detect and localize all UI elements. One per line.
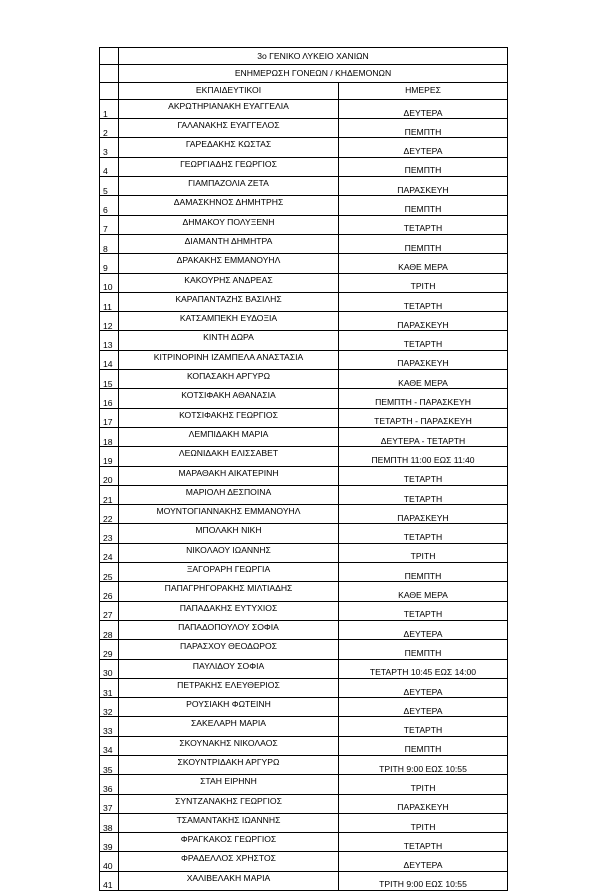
teacher-name: ΚΟΤΣΙΦΑΚΗ ΑΘΑΝΑΣΙΑ — [119, 389, 339, 408]
table-row — [100, 99, 508, 118]
meeting-day: ΔΕΥΤΕΡΑ - ΤΕΤΑΡΤΗ — [339, 427, 508, 446]
meeting-day: ΤΡΙΤΗ — [339, 273, 508, 292]
teacher-name: ΛΕΜΠΙΔΑΚΗ ΜΑΡΙΑ — [119, 427, 339, 446]
teacher-name: ΜΑΡΑΘΑΚΗ ΑΙΚΑΤΕΡΙΝΗ — [119, 466, 339, 485]
table-row — [100, 119, 508, 138]
table-row — [100, 350, 508, 369]
meeting-day: ΚΑΘΕ ΜΕΡΑ — [339, 582, 508, 601]
row-number: 31 — [100, 678, 119, 697]
row-number: 8 — [100, 234, 119, 253]
table-row — [100, 215, 508, 234]
table-row — [100, 312, 508, 331]
table-row — [100, 177, 508, 196]
table-row — [100, 640, 508, 659]
schedule-table — [99, 47, 508, 891]
row-number: 24 — [100, 543, 119, 562]
table-row — [100, 794, 508, 813]
row-number: 27 — [100, 601, 119, 620]
meeting-day: ΔΕΥΤΕΡΑ — [339, 99, 508, 118]
meeting-day: ΤΕΤΑΡΤΗ — [339, 524, 508, 543]
teacher-name: ΞΑΓΟΡΑΡΗ ΓΕΩΡΓΙΑ — [119, 563, 339, 582]
table-row — [100, 678, 508, 697]
teacher-name: ΣΤΑΗ ΕΙΡΗΝΗ — [119, 775, 339, 794]
column-header-days: ΗΜΕΡΕΣ — [339, 82, 508, 99]
teacher-name: ΚΑΚΟΥΡΗΣ ΑΝΔΡΕΑΣ — [119, 273, 339, 292]
meeting-day: ΠΕΜΠΤΗ - ΠΑΡΑΣΚΕΥΗ — [339, 389, 508, 408]
meeting-day: ΠΕΜΠΤΗ 11:00 ΕΩΣ 11:40 — [339, 447, 508, 466]
meeting-day: ΤΡΙΤΗ — [339, 543, 508, 562]
row-number: 7 — [100, 215, 119, 234]
header-row — [100, 82, 508, 99]
meeting-day: ΠΕΜΠΤΗ — [339, 736, 508, 755]
row-number: 25 — [100, 563, 119, 582]
table-row — [100, 833, 508, 852]
meeting-day: ΠΑΡΑΣΚΕΥΗ — [339, 177, 508, 196]
meeting-day: ΤΡΙΤΗ — [339, 813, 508, 832]
teacher-name: ΠΑΠΑΓΡΗΓΟΡΑΚΗΣ ΜΙΛΤΙΑΔΗΣ — [119, 582, 339, 601]
teacher-name: ΜΠΟΛΑΚΗ ΝΙΚΗ — [119, 524, 339, 543]
teacher-name: ΣΚΟΥΝΤΡΙΔΑΚΗ ΑΡΓΥΡΩ — [119, 755, 339, 774]
teacher-name: ΠΑΠΑΔΟΠΟΥΛΟΥ ΣΟΦΙΑ — [119, 620, 339, 639]
row-number: 40 — [100, 852, 119, 871]
row-number: 16 — [100, 389, 119, 408]
table-row — [100, 292, 508, 311]
table-row — [100, 852, 508, 871]
row-number: 30 — [100, 659, 119, 678]
teacher-name: ΣΚΟΥΝΑΚΗΣ ΝΙΚΟΛΑΟΣ — [119, 736, 339, 755]
row-number: 10 — [100, 273, 119, 292]
row-number: 6 — [100, 196, 119, 215]
title-row-number-cell — [100, 48, 119, 65]
meeting-day: ΔΕΥΤΕΡΑ — [339, 698, 508, 717]
row-number: 39 — [100, 833, 119, 852]
teacher-name: ΠΑΥΛΙΔΟΥ ΣΟΦΙΑ — [119, 659, 339, 678]
table-row — [100, 273, 508, 292]
row-number: 41 — [100, 871, 119, 890]
row-number: 9 — [100, 254, 119, 273]
teacher-name: ΚΙΤΡΙΝΟΡΙΝΗ ΙΖΑΜΠΕΛΑ ΑΝΑΣΤΑΣΙΑ — [119, 350, 339, 369]
row-number: 1 — [100, 99, 119, 118]
row-number: 28 — [100, 620, 119, 639]
teacher-name: ΔΑΜΑΣΚΗΝΟΣ ΔΗΜΗΤΡΗΣ — [119, 196, 339, 215]
row-number: 36 — [100, 775, 119, 794]
meeting-day: ΔΕΥΤΕΡΑ — [339, 138, 508, 157]
header-row-number-cell — [100, 82, 119, 99]
teacher-name: ΓΑΛΑΝΑΚΗΣ ΕΥΑΓΓΕΛΟΣ — [119, 119, 339, 138]
school-title: 3ο ΓΕΝΙΚΟ ΛΥΚΕΙΟ ΧΑΝΙΩΝ — [119, 48, 508, 65]
table-row — [100, 389, 508, 408]
table-row — [100, 871, 508, 890]
meeting-day: ΠΑΡΑΣΚΕΥΗ — [339, 312, 508, 331]
teacher-name: ΡΟΥΣΙΑΚΗ ΦΩΤΕΙΝΗ — [119, 698, 339, 717]
teacher-name: ΛΕΩΝΙΔΑΚΗ ΕΛΙΣΣΑΒΕΤ — [119, 447, 339, 466]
meeting-day: ΤΕΤΑΡΤΗ 10:45 ΕΩΣ 14:00 — [339, 659, 508, 678]
table-row — [100, 717, 508, 736]
teacher-name: ΝΙΚΟΛΑΟΥ ΙΩΑΝΝΗΣ — [119, 543, 339, 562]
row-number: 2 — [100, 119, 119, 138]
table-row — [100, 447, 508, 466]
row-number: 3 — [100, 138, 119, 157]
row-number: 23 — [100, 524, 119, 543]
document-subtitle: ΕΝΗΜΕΡΩΣΗ ΓΟΝΕΩΝ / ΚΗΔΕΜΟΝΩΝ — [119, 65, 508, 82]
meeting-day: ΤΕΤΑΡΤΗ — [339, 466, 508, 485]
teacher-name: ΜΟΥΝΤΟΓΙΑΝΝΑΚΗΣ ΕΜΜΑΝΟΥΗΛ — [119, 505, 339, 524]
teacher-name: ΑΚΡΩΤΗΡΙΑΝΑΚΗ ΕΥΑΓΓΕΛΙΑ — [119, 99, 339, 118]
row-number: 20 — [100, 466, 119, 485]
row-number: 4 — [100, 157, 119, 176]
teacher-name: ΓΑΡΕΔΑΚΗΣ ΚΩΣΤΑΣ — [119, 138, 339, 157]
table-row — [100, 466, 508, 485]
teacher-name: ΔΗΜΑΚΟΥ ΠΟΛΥΞΕΝΗ — [119, 215, 339, 234]
meeting-day: ΔΕΥΤΕΡΑ — [339, 678, 508, 697]
teacher-name: ΣΑΚΕΛΑΡΗ ΜΑΡΙΑ — [119, 717, 339, 736]
row-number: 21 — [100, 485, 119, 504]
teacher-name: ΣΥΝΤΖΑΝΑΚΗΣ ΓΕΩΡΓΙΟΣ — [119, 794, 339, 813]
meeting-day: ΠΕΜΠΤΗ — [339, 563, 508, 582]
table-row — [100, 582, 508, 601]
meeting-day: ΤΕΤΑΡΤΗ — [339, 833, 508, 852]
table-row — [100, 196, 508, 215]
table-row — [100, 524, 508, 543]
subtitle-row — [100, 65, 508, 82]
table-row — [100, 620, 508, 639]
teacher-name: ΜΑΡΙΟΛΗ ΔΕΣΠΟΙΝΑ — [119, 485, 339, 504]
teacher-name: ΠΑΡΑΣΧΟΥ ΘΕΟΔΩΡΟΣ — [119, 640, 339, 659]
table-row — [100, 505, 508, 524]
table-row — [100, 659, 508, 678]
meeting-day: ΠΑΡΑΣΚΕΥΗ — [339, 794, 508, 813]
meeting-day: ΤΕΤΑΡΤΗ - ΠΑΡΑΣΚΕΥΗ — [339, 408, 508, 427]
row-number: 29 — [100, 640, 119, 659]
teacher-name: ΚΑΡΑΠΑΝΤΑΖΗΣ ΒΑΣΙΛΗΣ — [119, 292, 339, 311]
row-number: 13 — [100, 331, 119, 350]
teacher-name: ΦΡΑΓΚΑΚΟΣ ΓΕΩΡΓΙΟΣ — [119, 833, 339, 852]
row-number: 34 — [100, 736, 119, 755]
row-number: 26 — [100, 582, 119, 601]
table-row — [100, 408, 508, 427]
teacher-name: ΤΣΑΜΑΝΤΑΚΗΣ ΙΩΑΝΝΗΣ — [119, 813, 339, 832]
table-row — [100, 370, 508, 389]
meeting-day: ΤΡΙΤΗ — [339, 775, 508, 794]
row-number: 32 — [100, 698, 119, 717]
table-row — [100, 427, 508, 446]
meeting-day: ΠΕΜΠΤΗ — [339, 640, 508, 659]
table-row — [100, 254, 508, 273]
table-row — [100, 813, 508, 832]
row-number: 5 — [100, 177, 119, 196]
row-number: 12 — [100, 312, 119, 331]
teacher-name: ΚΙΝΤΗ ΔΩΡΑ — [119, 331, 339, 350]
meeting-day: ΤΡΙΤΗ 9:00 ΕΩΣ 10:55 — [339, 871, 508, 890]
table-row — [100, 775, 508, 794]
meeting-day: ΠΕΜΠΤΗ — [339, 157, 508, 176]
row-number: 18 — [100, 427, 119, 446]
row-number: 19 — [100, 447, 119, 466]
table-row — [100, 601, 508, 620]
table-row — [100, 138, 508, 157]
meeting-day: ΠΑΡΑΣΚΕΥΗ — [339, 350, 508, 369]
meeting-day: ΠΕΜΠΤΗ — [339, 196, 508, 215]
meeting-day: ΔΕΥΤΕΡΑ — [339, 620, 508, 639]
teacher-name: ΔΡΑΚΑΚΗΣ ΕΜΜΑΝΟΥΗΛ — [119, 254, 339, 273]
row-number: 38 — [100, 813, 119, 832]
teacher-name: ΚΟΠΑΣΑΚΗ ΑΡΓΥΡΩ — [119, 370, 339, 389]
teacher-name: ΓΕΩΡΓΙΑΔΗΣ ΓΕΩΡΓΙΟΣ — [119, 157, 339, 176]
table-row — [100, 543, 508, 562]
teacher-name: ΠΑΠΑΔΑΚΗΣ ΕΥΤΥΧΙΟΣ — [119, 601, 339, 620]
teacher-name: ΧΑΛΙΒΕΛΑΚΗ ΜΑΡΙΑ — [119, 871, 339, 890]
row-number: 14 — [100, 350, 119, 369]
row-number: 37 — [100, 794, 119, 813]
meeting-day: ΔΕΥΤΕΡΑ — [339, 852, 508, 871]
column-header-teachers: ΕΚΠΑΙΔΕΥΤΙΚΟΙ — [119, 82, 339, 99]
table-row — [100, 234, 508, 253]
table-row — [100, 157, 508, 176]
meeting-day: ΤΡΙΤΗ 9:00 ΕΩΣ 10:55 — [339, 755, 508, 774]
row-number: 22 — [100, 505, 119, 524]
meeting-day: ΚΑΘΕ ΜΕΡΑ — [339, 254, 508, 273]
schedule-table-body — [100, 48, 508, 891]
meeting-day: ΤΕΤΑΡΤΗ — [339, 331, 508, 350]
meeting-day: ΠΑΡΑΣΚΕΥΗ — [339, 505, 508, 524]
table-row — [100, 563, 508, 582]
row-number: 11 — [100, 292, 119, 311]
subtitle-row-number-cell — [100, 65, 119, 82]
teacher-name: ΔΙΑΜΑΝΤΗ ΔΗΜΗΤΡΑ — [119, 234, 339, 253]
title-row — [100, 48, 508, 65]
meeting-day: ΤΕΤΑΡΤΗ — [339, 485, 508, 504]
meeting-day: ΤΕΤΑΡΤΗ — [339, 215, 508, 234]
table-row — [100, 736, 508, 755]
teacher-name: ΦΡΑΔΕΛΛΟΣ ΧΡΗΣΤΟΣ — [119, 852, 339, 871]
meeting-day: ΠΕΜΠΤΗ — [339, 234, 508, 253]
meeting-day: ΤΕΤΑΡΤΗ — [339, 292, 508, 311]
table-row — [100, 331, 508, 350]
table-row — [100, 485, 508, 504]
teacher-name: ΓΙΑΜΠΑΖΟΛΙΑ ΖΕΤΑ — [119, 177, 339, 196]
table-row — [100, 755, 508, 774]
meeting-day: ΚΑΘΕ ΜΕΡΑ — [339, 370, 508, 389]
teacher-name: ΚΟΤΣΙΦΑΚΗΣ ΓΕΩΡΓΙΟΣ — [119, 408, 339, 427]
meeting-day: ΤΕΤΑΡΤΗ — [339, 601, 508, 620]
row-number: 15 — [100, 370, 119, 389]
table-row — [100, 698, 508, 717]
meeting-day: ΠΕΜΠΤΗ — [339, 119, 508, 138]
teacher-name: ΚΑΤΣΑΜΠΕΚΗ ΕΥΔΟΞΙΑ — [119, 312, 339, 331]
row-number: 35 — [100, 755, 119, 774]
row-number: 33 — [100, 717, 119, 736]
teacher-name: ΠΕΤΡΑΚΗΣ ΕΛΕΥΘΕΡΙΟΣ — [119, 678, 339, 697]
row-number: 17 — [100, 408, 119, 427]
meeting-day: ΤΕΤΑΡΤΗ — [339, 717, 508, 736]
